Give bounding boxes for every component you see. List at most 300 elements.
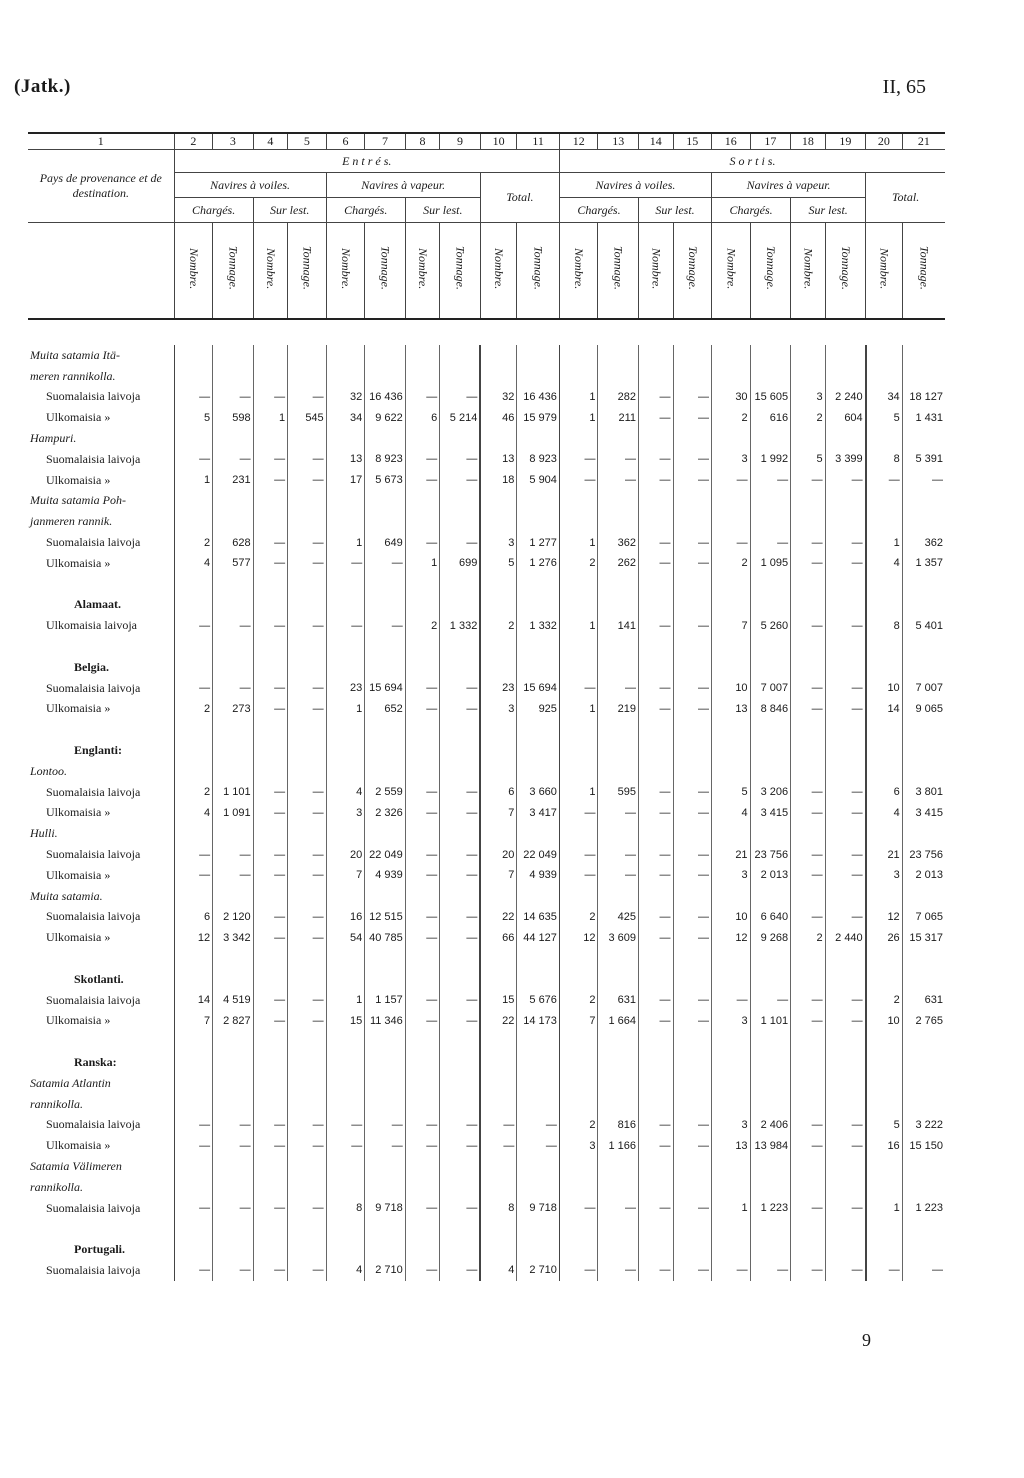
table-cell [174, 636, 213, 657]
table-cell: 16 [866, 1135, 903, 1156]
table-cell: 3 [866, 865, 903, 886]
table-cell: — [253, 553, 287, 574]
table-cell [213, 1073, 254, 1094]
table-cell [559, 886, 598, 907]
table-row [28, 615, 945, 636]
table-cell [825, 948, 866, 969]
table-cell: — [639, 1011, 673, 1032]
table-cell [288, 740, 327, 761]
col-number: 16 [712, 133, 751, 150]
table-cell [750, 1156, 791, 1177]
table-cell [712, 366, 751, 387]
table-cell [750, 1073, 791, 1094]
table-cell [598, 1156, 639, 1177]
table-cell [480, 428, 517, 449]
table-cell [174, 345, 213, 366]
table-cell [517, 491, 560, 512]
table-cell [825, 366, 866, 387]
nombre-label: Nombre. [877, 247, 892, 289]
table-cell: — [791, 470, 825, 491]
table-cell [598, 345, 639, 366]
table-cell: 15 150 [902, 1135, 945, 1156]
table-cell: 14 [866, 699, 903, 720]
table-cell [639, 1218, 673, 1239]
row-label: Ulkomaisia » [46, 1013, 111, 1028]
table-cell [405, 886, 439, 907]
section-label: Muita satamia. [30, 888, 103, 903]
table-cell: 2 [174, 782, 213, 803]
table-cell [712, 636, 751, 657]
table-cell [750, 345, 791, 366]
table-cell [253, 366, 287, 387]
table-cell: 4 939 [365, 865, 406, 886]
table-cell [866, 595, 903, 616]
table-cell [405, 345, 439, 366]
table-cell [902, 595, 945, 616]
table-cell: 2 [712, 553, 751, 574]
table-cell: 16 [326, 907, 365, 928]
table-cell: 3 417 [517, 803, 560, 824]
table-cell [559, 428, 598, 449]
spacer-row [28, 1031, 945, 1052]
table-cell [791, 1052, 825, 1073]
table-cell [750, 948, 791, 969]
country-row [28, 1239, 945, 1260]
table-cell: 4 [174, 803, 213, 824]
table-cell: 652 [365, 699, 406, 720]
table-cell: 604 [825, 407, 866, 428]
table-cell: 1 166 [598, 1135, 639, 1156]
table-cell: — [288, 865, 327, 886]
table-cell [639, 574, 673, 595]
table-cell: 4 [174, 553, 213, 574]
table-cell: — [288, 907, 327, 928]
table-cell: 425 [598, 907, 639, 928]
table-cell [639, 969, 673, 990]
table-cell: 1 [559, 782, 598, 803]
table-cell [405, 761, 439, 782]
table-cell: — [825, 865, 866, 886]
spacer-row [28, 719, 945, 740]
table-cell [866, 1218, 903, 1239]
table-cell: 23 [480, 678, 517, 699]
table-cell: 7 [480, 803, 517, 824]
table-cell [174, 886, 213, 907]
table-cell [288, 948, 327, 969]
table-cell: 12 [866, 907, 903, 928]
col-number: 2 [174, 133, 213, 150]
table-cell: — [365, 1114, 406, 1135]
table-cell: — [673, 1011, 712, 1032]
table-cell [750, 1052, 791, 1073]
table-cell: — [791, 699, 825, 720]
table-cell [480, 1031, 517, 1052]
table-cell [902, 1073, 945, 1094]
row-label: Ulkomaisia » [46, 805, 111, 820]
table-row [28, 927, 945, 948]
table-cell [902, 1177, 945, 1198]
table-cell: 22 [480, 1011, 517, 1032]
table-cell [440, 1073, 481, 1094]
country-label: Alamaat. [74, 597, 121, 612]
table-cell: 1 101 [750, 1011, 791, 1032]
table-cell: 2 710 [365, 1260, 406, 1281]
table-cell: 5 391 [902, 449, 945, 470]
table-cell: — [405, 1260, 439, 1281]
table-cell: — [253, 615, 287, 636]
section-row [28, 491, 945, 512]
table-cell [253, 345, 287, 366]
table-cell: 15 979 [517, 407, 560, 428]
table-cell [440, 1031, 481, 1052]
row-label [28, 574, 174, 595]
table-cell [866, 1094, 903, 1115]
section-label: Muita satamia Itä- [30, 347, 120, 362]
nombre-label: Nombre. [572, 247, 587, 289]
table-cell [712, 719, 751, 740]
row-label: Suomalaisia laivoja [46, 992, 141, 1007]
table-row [28, 990, 945, 1011]
table-cell [365, 1177, 406, 1198]
table-cell: 5 [712, 782, 751, 803]
row-label: Ulkomaisia » [46, 555, 111, 570]
col-number: 8 [405, 133, 439, 150]
table-cell [673, 761, 712, 782]
table-cell [639, 948, 673, 969]
table-cell [326, 657, 365, 678]
table-cell [213, 1239, 254, 1260]
table-cell [288, 969, 327, 990]
table-cell: 3 [712, 865, 751, 886]
table-cell: — [791, 803, 825, 824]
table-cell: 15 694 [517, 678, 560, 699]
table-cell [791, 1218, 825, 1239]
table-cell [365, 1156, 406, 1177]
table-cell [326, 1094, 365, 1115]
table-cell [791, 1239, 825, 1260]
table-cell: 2 [480, 615, 517, 636]
table-cell: 8 [326, 1198, 365, 1219]
table-cell [288, 345, 327, 366]
charges-header: Chargés. [712, 198, 791, 223]
table-cell [326, 740, 365, 761]
table-cell: — [405, 1011, 439, 1032]
table-cell: — [902, 1260, 945, 1281]
table-cell: 2 710 [517, 1260, 560, 1281]
table-cell [517, 1073, 560, 1094]
table-cell: 6 [866, 782, 903, 803]
table-cell [598, 366, 639, 387]
table-cell [559, 1094, 598, 1115]
table-cell: 1 431 [902, 407, 945, 428]
table-cell [673, 1031, 712, 1052]
table-cell: — [825, 615, 866, 636]
table-cell: — [673, 1198, 712, 1219]
table-cell [791, 969, 825, 990]
table-cell: — [825, 470, 866, 491]
table-cell [712, 761, 751, 782]
table-cell [517, 1239, 560, 1260]
table-cell [902, 740, 945, 761]
table-cell [825, 761, 866, 782]
table-cell: 7 [559, 1011, 598, 1032]
table-cell [213, 1156, 254, 1177]
table-cell: — [213, 844, 254, 865]
table-cell [253, 969, 287, 990]
table-cell [673, 886, 712, 907]
table-cell: — [253, 907, 287, 928]
table-cell [866, 948, 903, 969]
table-cell: 282 [598, 387, 639, 408]
table-cell: — [288, 1198, 327, 1219]
table-cell: 7 [480, 865, 517, 886]
table-cell [288, 1218, 327, 1239]
charges-header: Chargés. [174, 198, 253, 223]
table-cell [559, 366, 598, 387]
row-label: Suomalaisia laivoja [46, 1117, 141, 1132]
table-cell [598, 428, 639, 449]
section-label: Hulli. [30, 826, 58, 841]
table-cell [440, 428, 481, 449]
table-cell [253, 657, 287, 678]
table-cell [213, 657, 254, 678]
table-cell [825, 428, 866, 449]
table-cell: — [213, 1198, 254, 1219]
table-cell [866, 886, 903, 907]
table-cell: — [639, 699, 673, 720]
table-cell: — [174, 678, 213, 699]
table-cell [440, 1177, 481, 1198]
table-cell: — [405, 387, 439, 408]
table-cell: — [559, 1198, 598, 1219]
table-cell: — [288, 699, 327, 720]
table-cell [288, 636, 327, 657]
table-cell: — [440, 1198, 481, 1219]
table-cell [902, 948, 945, 969]
table-cell [480, 1094, 517, 1115]
table-cell: 2 [559, 907, 598, 928]
table-cell: 2 [791, 407, 825, 428]
tonnage-label: Tonnage. [917, 246, 932, 291]
table-cell: 231 [213, 470, 254, 491]
table-cell: — [598, 844, 639, 865]
table-cell [902, 428, 945, 449]
table-cell [598, 948, 639, 969]
table-cell [174, 740, 213, 761]
table-cell: — [673, 699, 712, 720]
table-cell [673, 511, 712, 532]
table-cell: — [253, 1135, 287, 1156]
table-cell: 32 [480, 387, 517, 408]
table-cell [213, 1218, 254, 1239]
table-cell: 1 [559, 532, 598, 553]
col-number: 21 [902, 133, 945, 150]
table-cell [405, 574, 439, 595]
table-cell [559, 761, 598, 782]
table-cell: — [750, 1260, 791, 1281]
table-cell: 3 415 [902, 803, 945, 824]
table-cell: — [639, 782, 673, 803]
table-cell [825, 1094, 866, 1115]
table-cell [902, 1052, 945, 1073]
table-cell [673, 657, 712, 678]
table-cell [517, 657, 560, 678]
table-cell [825, 823, 866, 844]
table-cell: — [174, 1114, 213, 1135]
table-cell: — [517, 1114, 560, 1135]
table-row [28, 803, 945, 824]
table-row [28, 1198, 945, 1219]
table-cell: — [559, 844, 598, 865]
table-cell [405, 511, 439, 532]
table-row [28, 387, 945, 408]
table-cell: 5 673 [365, 470, 406, 491]
table-cell: — [405, 1135, 439, 1156]
table-cell: — [253, 678, 287, 699]
table-cell: 40 785 [365, 927, 406, 948]
table-cell: 1 [866, 1198, 903, 1219]
table-cell [174, 511, 213, 532]
table-cell [405, 823, 439, 844]
table-cell [673, 1177, 712, 1198]
table-cell [902, 574, 945, 595]
table-cell [253, 428, 287, 449]
table-cell [440, 969, 481, 990]
table-cell: 1 091 [213, 803, 254, 824]
table-cell [866, 1052, 903, 1073]
table-cell [639, 1177, 673, 1198]
table-cell [673, 345, 712, 366]
table-cell [598, 1094, 639, 1115]
table-cell [253, 595, 287, 616]
table-row [28, 532, 945, 553]
table-cell [213, 1052, 254, 1073]
table-cell [598, 491, 639, 512]
table-cell: 2 406 [750, 1114, 791, 1135]
table-cell: — [902, 470, 945, 491]
statistics-table-body [28, 345, 945, 1281]
table-cell: 219 [598, 699, 639, 720]
table-cell [480, 345, 517, 366]
table-cell [326, 823, 365, 844]
group-entres: E n t r é s. [174, 150, 559, 173]
table-cell: 18 [480, 470, 517, 491]
table-cell [174, 1094, 213, 1115]
table-cell: — [174, 1260, 213, 1281]
table-cell: 1 223 [750, 1198, 791, 1219]
section-row [28, 366, 945, 387]
col-number: 4 [253, 133, 287, 150]
table-cell: — [440, 1135, 481, 1156]
table-cell [825, 636, 866, 657]
nombre-label: Nombre. [338, 247, 353, 289]
table-cell: — [639, 470, 673, 491]
col-number: 20 [866, 133, 903, 150]
table-cell: 3 [712, 1011, 751, 1032]
tonnage-label: Tonnage. [763, 246, 778, 291]
table-cell: — [288, 387, 327, 408]
table-cell: 22 049 [365, 844, 406, 865]
table-row [28, 865, 945, 886]
table-cell [559, 823, 598, 844]
table-cell: 4 [326, 1260, 365, 1281]
row-label: Suomalaisia laivoja [46, 909, 141, 924]
table-cell [288, 1052, 327, 1073]
table-cell: — [253, 844, 287, 865]
table-cell: 2 [559, 553, 598, 574]
table-cell: 4 [712, 803, 751, 824]
table-cell [517, 511, 560, 532]
table-cell [639, 511, 673, 532]
table-row [28, 407, 945, 428]
table-cell [480, 1218, 517, 1239]
sur-lest-header: Sur lest. [639, 198, 712, 223]
column-number-row [28, 133, 945, 150]
table-cell: — [673, 803, 712, 824]
table-cell [365, 595, 406, 616]
table-cell [559, 1031, 598, 1052]
section-label: Muita satamia Poh- [30, 493, 126, 508]
section-row [28, 1073, 945, 1094]
table-cell: — [213, 865, 254, 886]
table-cell: — [791, 615, 825, 636]
table-cell [480, 823, 517, 844]
table-cell: — [750, 470, 791, 491]
table-cell: — [405, 865, 439, 886]
table-cell: 2 013 [902, 865, 945, 886]
table-cell: — [825, 782, 866, 803]
table-cell [639, 491, 673, 512]
table-cell: — [253, 1260, 287, 1281]
table-cell: — [866, 470, 903, 491]
table-cell: — [288, 449, 327, 470]
table-cell [213, 948, 254, 969]
row-label: Ulkomaisia » [46, 1138, 111, 1153]
table-cell: — [639, 532, 673, 553]
table-cell: 9 622 [365, 407, 406, 428]
table-cell: — [825, 1114, 866, 1135]
section-row [28, 345, 945, 366]
table-cell: 1 332 [440, 615, 481, 636]
table-cell [791, 740, 825, 761]
table-cell [791, 491, 825, 512]
table-cell [825, 719, 866, 740]
table-cell: — [213, 387, 254, 408]
table-cell: 1 [326, 990, 365, 1011]
table-cell: 925 [517, 699, 560, 720]
table-cell: — [174, 615, 213, 636]
table-cell [866, 823, 903, 844]
table-cell: — [405, 470, 439, 491]
col-number: 10 [480, 133, 517, 150]
table-cell: 1 [559, 699, 598, 720]
table-cell: — [598, 470, 639, 491]
table-cell [174, 1177, 213, 1198]
table-cell: — [440, 907, 481, 928]
table-cell [825, 491, 866, 512]
table-cell [559, 719, 598, 740]
table-cell [559, 969, 598, 990]
row-label: Suomalaisia laivoja [46, 535, 141, 550]
table-cell [174, 1156, 213, 1177]
table-cell [598, 657, 639, 678]
table-cell [866, 345, 903, 366]
table-cell: 2 013 [750, 865, 791, 886]
table-cell [712, 1073, 751, 1094]
table-cell: 34 [866, 387, 903, 408]
table-cell: — [288, 1011, 327, 1032]
table-cell: — [559, 449, 598, 470]
